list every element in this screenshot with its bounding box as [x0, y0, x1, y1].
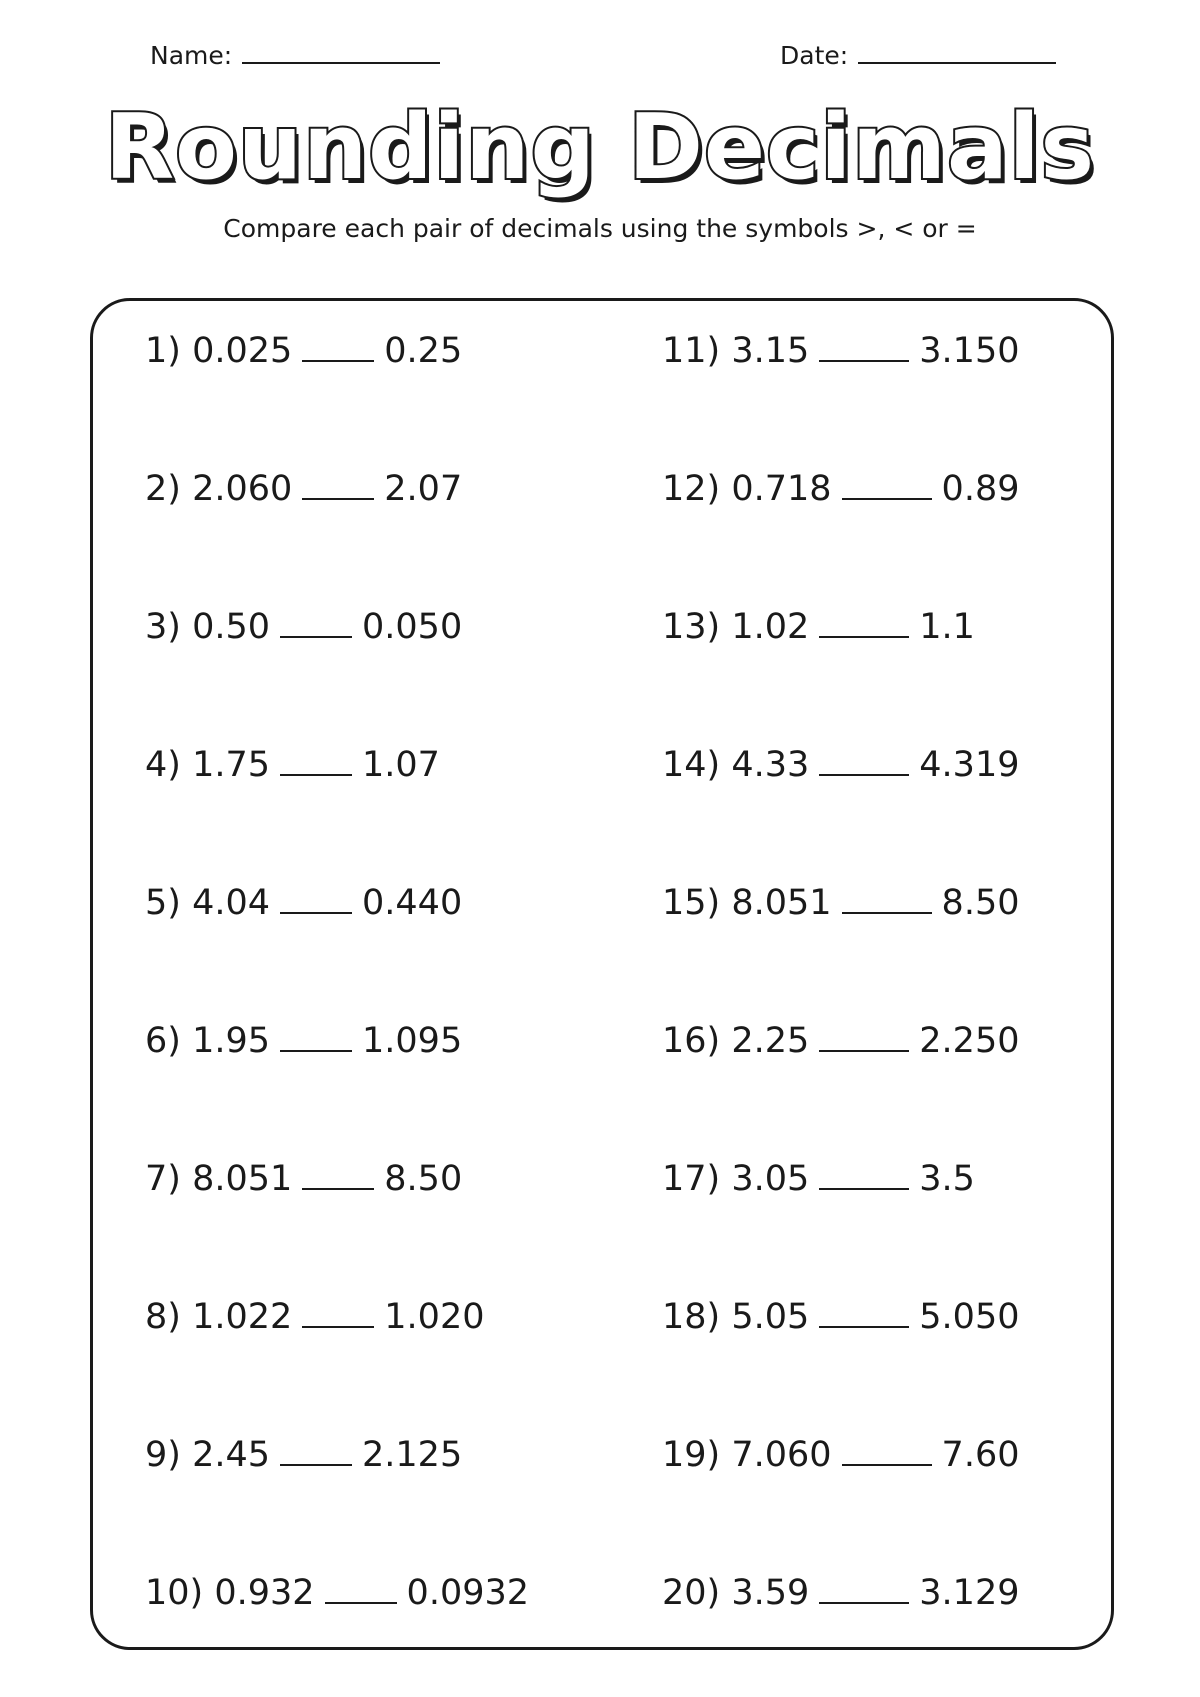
first-decimal: 8.051 — [731, 883, 832, 923]
problem-number: 15) — [662, 883, 721, 923]
second-decimal: 0.0932 — [406, 1573, 530, 1613]
second-decimal: 1.095 — [362, 1021, 463, 1061]
answer-blank[interactable] — [280, 606, 352, 638]
problem-item — [145, 1434, 462, 1475]
second-decimal: 0.89 — [941, 469, 1020, 509]
answer-blank[interactable] — [819, 330, 909, 362]
problem-number: 9) — [145, 1435, 181, 1475]
second-decimal: 2.250 — [919, 1021, 1020, 1061]
first-decimal: 1.95 — [192, 1021, 271, 1061]
problem-number: 3) — [145, 607, 181, 647]
instructions: Compare each pair of decimals using the symbols >, < or = — [223, 214, 977, 243]
answer-blank[interactable] — [302, 1296, 374, 1328]
answer-blank[interactable] — [819, 1158, 909, 1190]
name-label: Name: — [150, 41, 233, 70]
problem-item — [145, 606, 462, 647]
problem-number: 17) — [662, 1159, 721, 1199]
first-decimal: 3.05 — [731, 1159, 810, 1199]
problem-number: 6) — [145, 1021, 181, 1061]
problem-number: 2) — [145, 469, 181, 509]
first-decimal: 5.05 — [731, 1297, 810, 1337]
name-field — [150, 38, 440, 70]
problem-item — [145, 468, 462, 509]
first-decimal: 0.025 — [192, 331, 293, 371]
second-decimal: 1.1 — [919, 607, 975, 647]
answer-blank[interactable] — [842, 468, 932, 500]
first-decimal: 4.04 — [192, 883, 271, 923]
problem-item — [145, 1572, 529, 1613]
first-decimal: 1.02 — [731, 607, 810, 647]
first-decimal: 4.33 — [731, 745, 810, 785]
second-decimal: 0.050 — [362, 607, 463, 647]
answer-blank[interactable] — [819, 1296, 909, 1328]
second-decimal: 3.150 — [919, 331, 1020, 371]
answer-blank[interactable] — [280, 744, 352, 776]
second-decimal: 8.50 — [384, 1159, 463, 1199]
problem-number: 13) — [662, 607, 721, 647]
worksheet-title: Rounding Decimals — [104, 95, 1096, 200]
answer-blank[interactable] — [280, 1020, 352, 1052]
second-decimal: 1.020 — [384, 1297, 485, 1337]
answer-blank[interactable] — [280, 1434, 352, 1466]
problem-item — [145, 330, 462, 371]
second-decimal: 8.50 — [941, 883, 1020, 923]
first-decimal: 0.50 — [192, 607, 271, 647]
second-decimal: 2.07 — [384, 469, 463, 509]
problem-number: 18) — [662, 1297, 721, 1337]
second-decimal: 0.25 — [384, 331, 463, 371]
first-decimal: 1.75 — [192, 745, 271, 785]
problem-number: 1) — [145, 331, 181, 371]
first-decimal: 3.15 — [731, 331, 810, 371]
problem-number: 20) — [662, 1573, 721, 1613]
problem-item — [662, 330, 1019, 371]
second-decimal: 4.319 — [919, 745, 1020, 785]
problem-item — [662, 882, 1019, 923]
problem-item — [662, 1572, 1019, 1613]
first-decimal: 2.060 — [192, 469, 293, 509]
problem-number: 12) — [662, 469, 721, 509]
date-label: Date: — [780, 41, 849, 70]
problem-number: 8) — [145, 1297, 181, 1337]
second-decimal: 5.050 — [919, 1297, 1020, 1337]
answer-blank[interactable] — [325, 1572, 397, 1604]
problem-item — [662, 1296, 1019, 1337]
problem-number: 16) — [662, 1021, 721, 1061]
problem-item — [145, 1296, 484, 1337]
second-decimal: 0.440 — [362, 883, 463, 923]
first-decimal: 1.022 — [192, 1297, 293, 1337]
problem-item — [662, 468, 1019, 509]
second-decimal: 1.07 — [362, 745, 440, 785]
first-decimal: 0.718 — [731, 469, 832, 509]
first-decimal: 2.25 — [731, 1021, 810, 1061]
problem-item — [662, 1020, 1019, 1061]
problem-number: 19) — [662, 1435, 721, 1475]
problem-number: 14) — [662, 745, 721, 785]
problem-item — [662, 1434, 1019, 1475]
answer-blank[interactable] — [819, 744, 909, 776]
answer-blank[interactable] — [842, 882, 932, 914]
name-blank[interactable] — [242, 38, 440, 64]
second-decimal: 3.5 — [919, 1159, 975, 1199]
problem-item — [662, 606, 975, 647]
problem-number: 5) — [145, 883, 181, 923]
problem-item — [145, 744, 440, 785]
problem-item — [662, 1158, 975, 1199]
answer-blank[interactable] — [819, 1572, 909, 1604]
answer-blank[interactable] — [842, 1434, 932, 1466]
first-decimal: 2.45 — [192, 1435, 271, 1475]
problem-number: 11) — [662, 331, 721, 371]
first-decimal: 7.060 — [731, 1435, 832, 1475]
answer-blank[interactable] — [302, 330, 374, 362]
problem-item — [145, 882, 462, 923]
first-decimal: 0.932 — [214, 1573, 315, 1613]
problem-item — [145, 1020, 462, 1061]
problem-item — [662, 744, 1019, 785]
first-decimal: 3.59 — [731, 1573, 810, 1613]
answer-blank[interactable] — [819, 1020, 909, 1052]
answer-blank[interactable] — [280, 882, 352, 914]
problem-number: 4) — [145, 745, 181, 785]
answer-blank[interactable] — [819, 606, 909, 638]
second-decimal: 3.129 — [919, 1573, 1020, 1613]
problem-number: 10) — [145, 1573, 204, 1613]
first-decimal: 8.051 — [192, 1159, 293, 1199]
problem-number: 7) — [145, 1159, 181, 1199]
date-blank[interactable] — [858, 38, 1056, 64]
answer-blank[interactable] — [302, 468, 374, 500]
second-decimal: 7.60 — [941, 1435, 1020, 1475]
second-decimal: 2.125 — [362, 1435, 463, 1475]
answer-blank[interactable] — [302, 1158, 374, 1190]
problem-item — [145, 1158, 462, 1199]
date-field — [780, 38, 1056, 70]
